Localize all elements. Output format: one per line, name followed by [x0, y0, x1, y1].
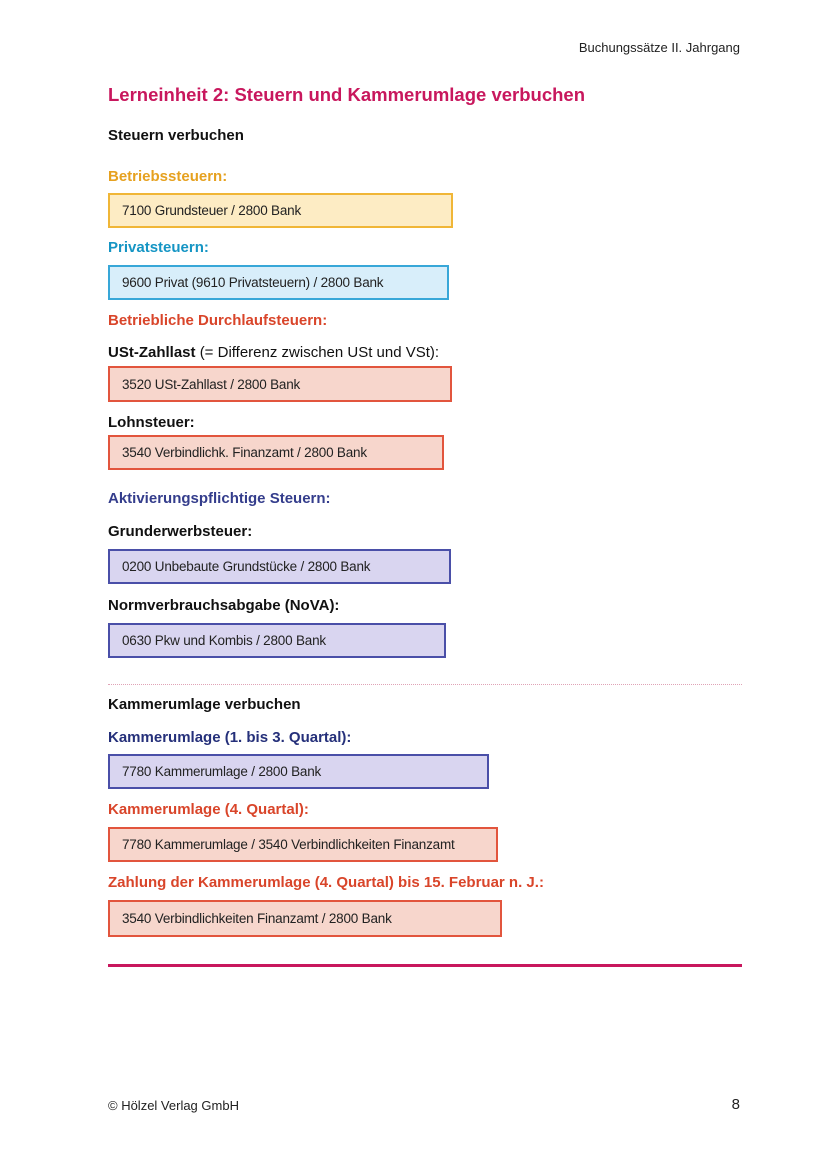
end-rule	[108, 964, 742, 967]
entry-privatsteuern: 9600 Privat (9610 Privatsteuern) / 2800 Bank	[108, 265, 449, 300]
running-header: Buchungssätze II. Jahrgang	[578, 40, 740, 55]
label-kammerumlage-q1-3: Kammerumlage (1. bis 3. Quartal):	[108, 729, 352, 746]
footer-copyright: © Hölzel Verlag GmbH	[108, 1098, 239, 1113]
label-aktivierungspflichtige-steuern: Aktivierungspflichtige Steuern:	[108, 490, 331, 507]
entry-lohnsteuer: 3540 Verbindlichk. Finanzamt / 2800 Bank	[108, 435, 444, 470]
section-divider	[108, 684, 742, 685]
label-grunderwerbsteuer: Grunderwerbsteuer:	[108, 523, 253, 540]
ust-zahllast-note: (= Differenz zwischen USt und VSt):	[199, 344, 440, 361]
entry-kammerumlage-q1-3: 7780 Kammerumlage / 2800 Bank	[108, 754, 489, 789]
section-title-kammerumlage: Kammerumlage verbuchen	[108, 696, 301, 713]
unit-title: Lerneinheit 2: Steuern und Kammerumlage verbuchen	[108, 84, 585, 105]
label-lohnsteuer: Lohnsteuer:	[108, 414, 195, 431]
page-number: 8	[731, 1096, 740, 1113]
label-nova: Normverbrauchsabgabe (NoVA):	[108, 597, 340, 614]
label-durchlaufsteuern: Betriebliche Durchlaufsteuern:	[108, 312, 328, 329]
label-kammerumlage-q4: Kammerumlage (4. Quartal):	[108, 801, 309, 818]
entry-kammerumlage-q4: 7780 Kammerumlage / 3540 Verbindlichkeiten Finanzamt	[108, 827, 498, 862]
entry-betriebssteuern: 7100 Grundsteuer / 2800 Bank	[108, 193, 453, 228]
label-kammerumlage-payment: Zahlung der Kammerumlage (4. Quartal) bis 15. Februar n. J.:	[108, 874, 544, 891]
ust-zahllast-label: USt-Zahllast	[108, 344, 196, 361]
entry-kammerumlage-payment: 3540 Verbindlichkeiten Finanzamt / 2800 Bank	[108, 900, 502, 937]
label-betriebssteuern: Betriebssteuern:	[108, 168, 228, 185]
section-title-taxes: Steuern verbuchen	[108, 127, 244, 144]
entry-grunderwerbsteuer: 0200 Unbebaute Grundstücke / 2800 Bank	[108, 549, 451, 584]
label-privatsteuern: Privatsteuern:	[108, 239, 209, 256]
entry-nova: 0630 Pkw und Kombis / 2800 Bank	[108, 623, 446, 658]
entry-ust-zahllast: 3520 USt-Zahllast / 2800 Bank	[108, 366, 452, 402]
label-ust-zahllast	[108, 344, 439, 361]
